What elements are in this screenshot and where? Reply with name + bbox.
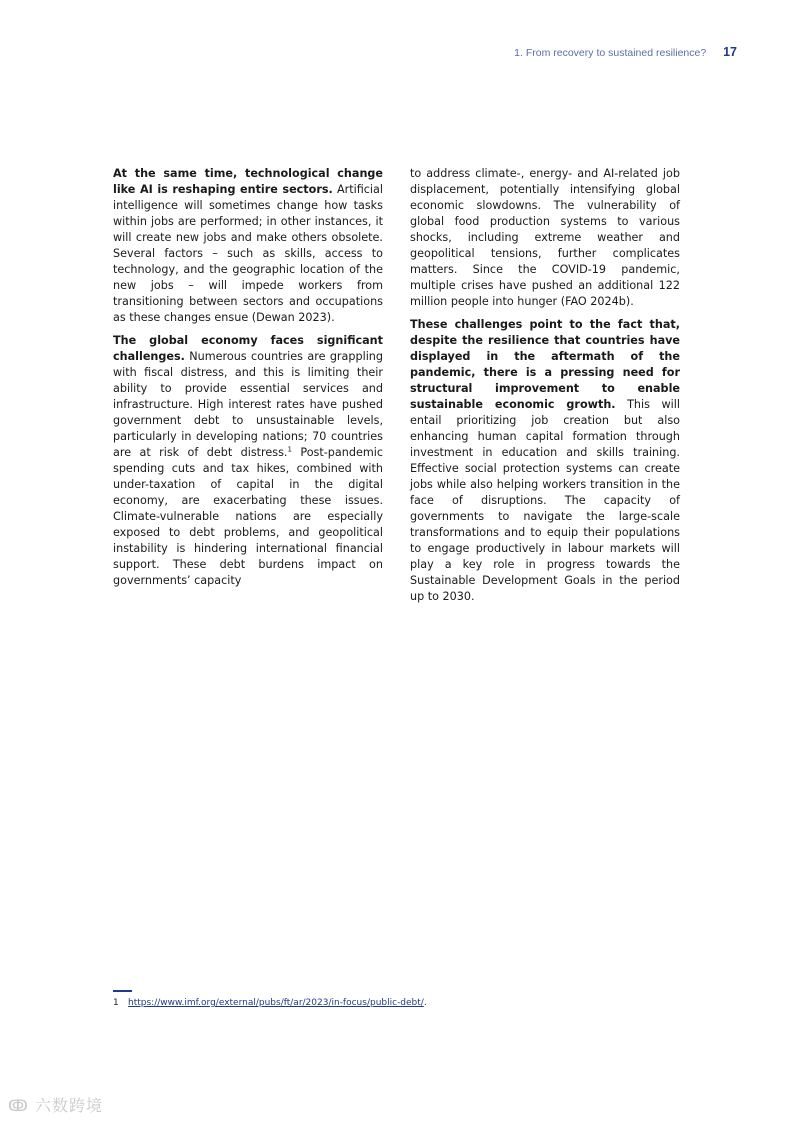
chapter-title: 1. From recovery to sustained resilience? [514,47,707,59]
left-column [113,166,383,596]
paragraph-body: to address climate-, energy- and AI-related job displacement, potentially intensifying global economic slowdowns. The vulnerability of global food production systems to various shocks, including extreme weather and geopolitical tensions, further complicates matters. Since the COVID-19 pandemic, multiple crises have pushed an additional 122 million people into hunger (FAO 2024b). [410,167,680,308]
footnote-trailing: . [423,998,427,1008]
watermark-text: 六数跨境 [35,1096,104,1115]
watermark-logo [8,1093,103,1116]
paragraph-body: Numerous countries are grappling with fiscal distress, and this is limiting their ability to provide essential services and infrastructure. High interest rates have pushed government debt to unsustainable levels, particularly in developing nations; 70 countries are at risk of debt distress. [113,350,383,459]
paragraph-lead: The global economy faces significant challenges. [113,334,383,363]
paragraph-challenges [410,317,680,605]
paragraph-ai-sectors [113,166,383,326]
footnote-number: 1 [113,998,119,1008]
footnote [113,998,427,1008]
paragraph-body-cont: Post-pandemic spending cuts and tax hikes, combined with under-taxation of capital in the digital economy, are exacerbating these issues. Climate-vulnerable nations are especially exposed to debt problems, and geopolitical instability is hindering international financial support. These debt burdens impact on governments’ capacity [113,446,383,587]
paragraph-lead: At the same time, technological change like AI is reshaping entire sectors. [113,167,383,196]
page-number: 17 [723,45,737,59]
paragraph-lead: These challenges point to the fact that, despite the resilience that countries have displayed in the aftermath of the pandemic, there is a pressing need for structural improvement to enable sustainable economic growth. [410,318,680,411]
right-column [410,166,680,612]
running-header [514,45,737,59]
paragraph-body: Artificial intelligence will sometimes change how tasks within jobs are performed; in other instances, it will create new jobs and make others obsolete. Several factors – such as skills, access to technology, and the geographic location of the new jobs – will impede workers from transitioning between sectors and occupations as these changes ensue (Dewan 2023). [113,183,383,324]
paragraph-body: This will entail prioritizing job creation but also enhancing human capital formation through investment in education and skills training. Effective social protection systems can create jobs while also helping workers transition in the face of disruptions. The capacity of governments to navigate the large-scale transformations and to equip their populations to engage productively in labour markets will play a key role in progress towards the Sustainable Development Goals in the period up to 2030. [410,398,680,603]
footnote-divider [113,990,132,992]
watermark-icon: ↂ [8,1096,29,1115]
footnote-ref[interactable]: 1 [287,445,292,454]
footnote-link[interactable]: https://www.imf.org/external/pubs/ft/ar/2023/in-focus/public-debt/ [128,998,424,1008]
paragraph-displacement [410,166,680,310]
paragraph-global-economy [113,333,383,589]
